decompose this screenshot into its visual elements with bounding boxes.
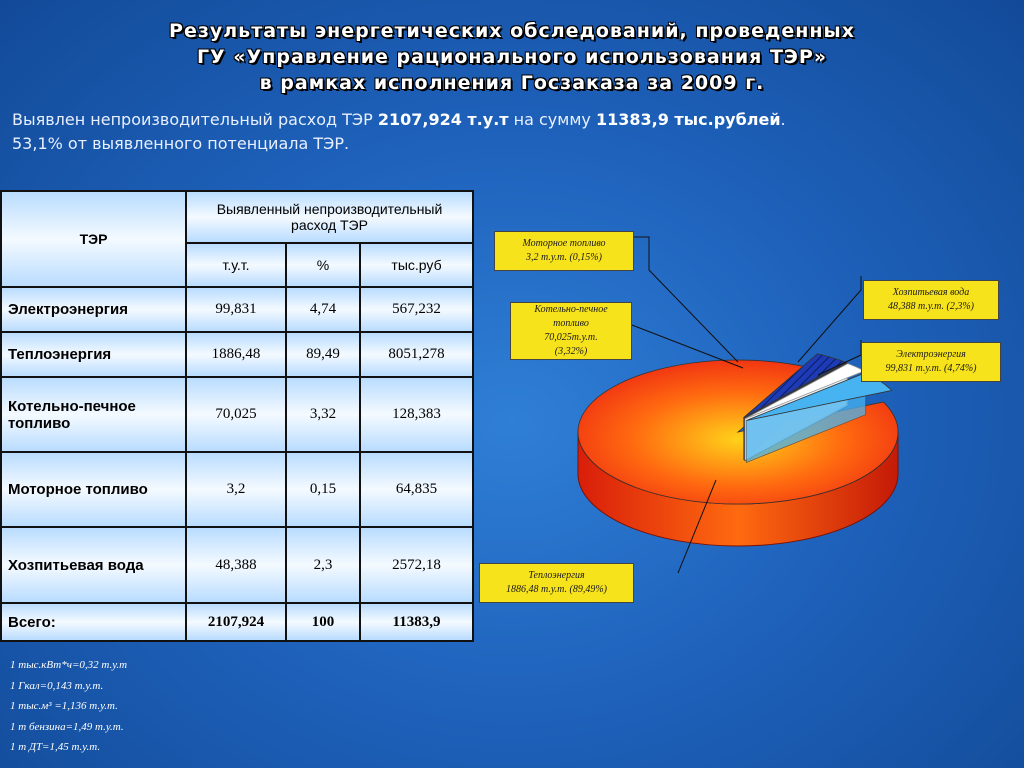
row-rub: 2572,18 (360, 527, 473, 603)
summary-part-1: Выявлен непроизводительный расход ТЭР (12, 110, 378, 129)
note-line: 1 Гкал=0,143 т.у.т. (10, 679, 104, 692)
table-row (1, 527, 473, 603)
row-tut: 48,388 (186, 527, 286, 603)
total-tut: 2107,924 (186, 603, 286, 641)
callout-water-line-2: 48,388 т.у.т. (2,3%) (888, 301, 974, 312)
row-name: Хозпитьевая вода (1, 527, 186, 603)
callout-water-line-1: Хозпитьевая вода (892, 287, 970, 298)
slide-title (0, 18, 1024, 96)
table-row (1, 287, 473, 332)
callout-boiler-line-2: топливо (553, 318, 589, 329)
table-subheader-tut: т.у.т. (186, 243, 286, 287)
data-table (0, 190, 474, 642)
callout-electricity (861, 342, 1001, 382)
pie-slices (578, 354, 898, 546)
summary-part-2: на сумму (508, 110, 596, 129)
total-name: Всего: (1, 603, 186, 641)
row-pct: 0,15 (286, 452, 360, 527)
callout-heat-line-2: 1886,48 т.у.т. (89,49%) (506, 584, 607, 595)
callout-water (863, 280, 999, 320)
callout-boiler-fuel (510, 302, 632, 360)
callout-boiler-line-4: (3,32%) (554, 346, 588, 357)
table-subheader-pct: % (286, 243, 360, 287)
summary-line-2: 53,1% от выявленного потенциала ТЭР. (12, 134, 350, 153)
row-rub: 64,835 (360, 452, 473, 527)
callout-motor-fuel (494, 231, 634, 271)
row-pct: 3,32 (286, 377, 360, 452)
row-rub: 567,232 (360, 287, 473, 332)
leader-line-boiler (632, 325, 743, 368)
summary-value-tut: 2107,924 т.у.т (377, 110, 509, 129)
table-row (1, 332, 473, 377)
conversion-notes (10, 655, 127, 758)
row-name: Теплоэнергия (1, 332, 186, 377)
row-rub: 128,383 (360, 377, 473, 452)
table-header-ter: ТЭР (1, 191, 186, 287)
summary-text (12, 108, 1012, 156)
callout-electric-line-2: 99,831 т.у.т. (4,74%) (885, 363, 977, 374)
row-tut: 70,025 (186, 377, 286, 452)
callout-electric-line-1: Электроэнергия (896, 349, 966, 360)
note-line: 1 тыс.м³ =1,136 т.у.т. (10, 700, 118, 712)
table-row (1, 377, 473, 452)
title-line-1: Результаты энергетических обследований, проведенных (169, 20, 855, 42)
row-rub: 8051,278 (360, 332, 473, 377)
callout-motor-line-1: Моторное топливо (522, 238, 606, 249)
title-line-2: ГУ «Управление рационального использования ТЭР» (196, 46, 828, 68)
note-line: 1 т ДТ=1,45 т.у.т. (10, 741, 101, 753)
row-tut: 99,831 (186, 287, 286, 332)
row-tut: 1886,48 (186, 332, 286, 377)
row-pct: 2,3 (286, 527, 360, 603)
callout-motor-line-2: 3,2 т.у.т. (0,15%) (525, 252, 602, 263)
summary-value-rub: 11383,9 тыс.рублей (595, 110, 781, 129)
row-tut: 3,2 (186, 452, 286, 527)
table-header-group: Выявленный непроизводительный расход ТЭР (186, 191, 473, 243)
total-rub: 11383,9 (360, 603, 473, 641)
callout-boiler-line-1: Котельно-печное (534, 304, 608, 315)
note-line: 1 тыс.кВт*ч=0,32 т.у.т (10, 659, 128, 671)
callout-heat-line-1: Теплоэнергия (528, 570, 585, 581)
callout-heat (479, 563, 634, 603)
row-name: Моторное топливо (1, 452, 186, 527)
table-row (1, 452, 473, 527)
total-pct: 100 (286, 603, 360, 641)
table-total-row (1, 603, 473, 641)
callout-boiler-line-3: 70,025т.у.т. (544, 332, 598, 343)
note-line: 1 т бензина=1,49 т.у.т. (10, 720, 124, 733)
row-name: Котельно-печное топливо (1, 377, 186, 452)
leader-line-water (798, 276, 861, 362)
table-subheader-rub: тыс.руб (360, 243, 473, 287)
summary-part-3: . (780, 110, 786, 129)
title-line-3: в рамках исполнения Госзаказа за 2009 г. (259, 72, 765, 94)
row-name: Электроэнергия (1, 287, 186, 332)
row-pct: 89,49 (286, 332, 360, 377)
row-pct: 4,74 (286, 287, 360, 332)
